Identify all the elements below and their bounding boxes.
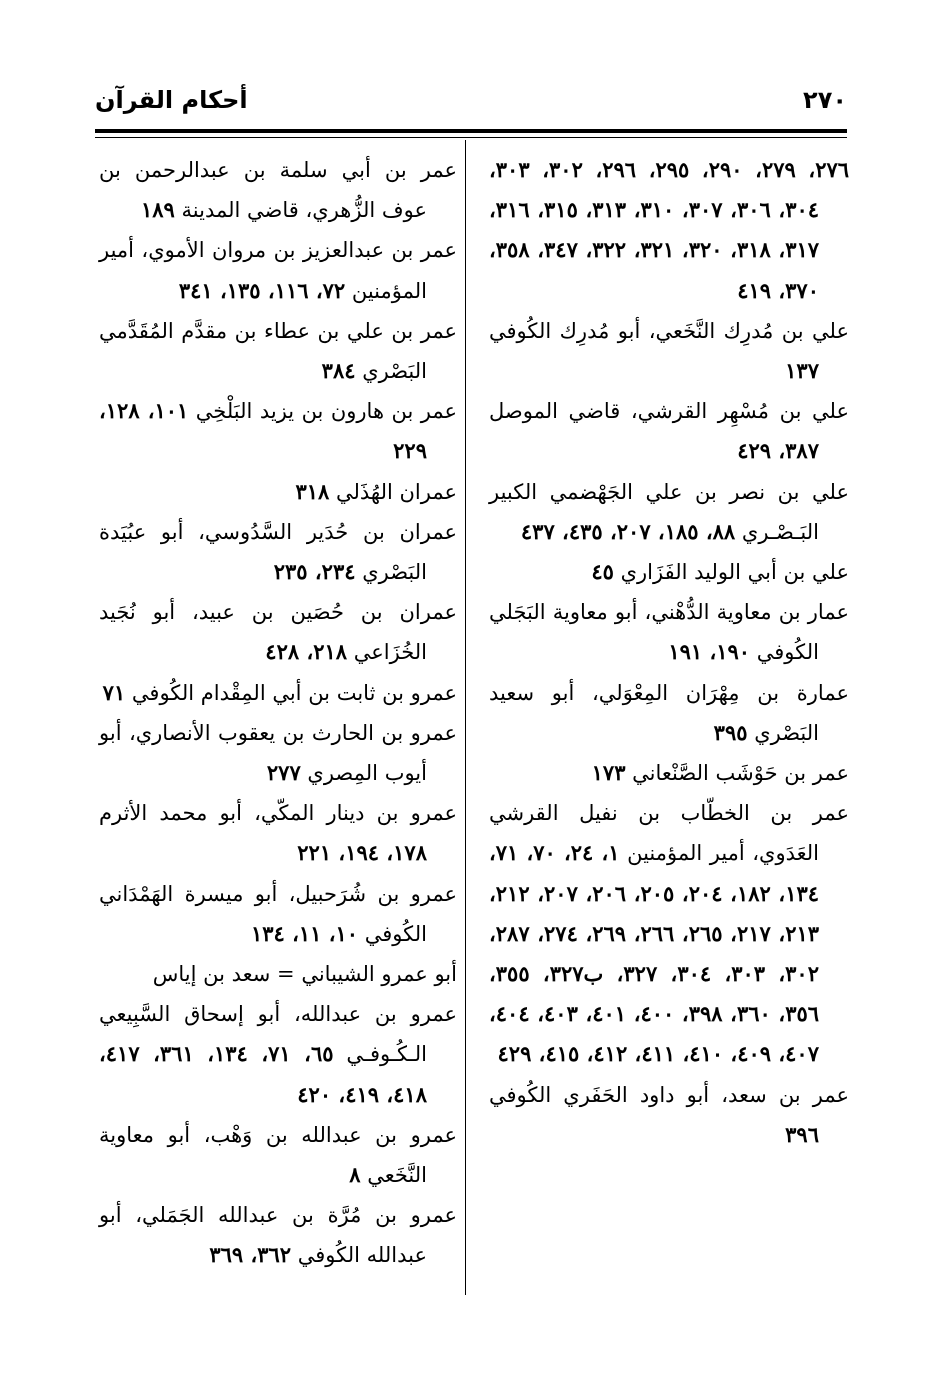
entry-page-refs: ١، ٢٤، ٧٠، ٧١، ١٣٤، ١٨٢، ٢٠٤، ٢٠٥، ٢٠٦، ٢٠٧، ٢١٢، ٢١٣، ٢١٧، ٢٦٥، ٢٦٦، ٢٦٩، ٢٧٤، ٢٨٧، ٣٠٢، ٣٠٣، ٣٠٤، ٣٢٧، ب٣٢٧، ٣٥٥، ٣٥٦، ٣٦٠، ٣٩٨، ٤٠٠، ٤٠١، ٤٠٣، ٤٠٤، ٤٠٧، ٤٠٩، ٤١٠، ٤١١، ٤١٢، ٤١٥، ٤٢٩ bbox=[489, 840, 820, 1067]
index-entry bbox=[99, 994, 457, 1115]
entry-page-refs: ٢٧٧ bbox=[266, 760, 301, 786]
index-entry bbox=[99, 673, 457, 713]
entry-page-refs: ٣٦٢، ٣٦٩ bbox=[209, 1242, 292, 1268]
entry-name: عمر بن هارون بن يزيد البَلْخِي bbox=[188, 399, 458, 424]
index-column-right bbox=[489, 150, 849, 1155]
entry-name: علي بن أبي الوليد الفَزَاري bbox=[613, 560, 849, 585]
index-entry bbox=[489, 673, 849, 753]
entry-name: عمر بن حَوْشَب الصَّنْعاني bbox=[625, 761, 849, 786]
index-entry bbox=[489, 311, 849, 391]
index-entry bbox=[99, 592, 457, 672]
entry-page-refs: ٧٢، ١١٦، ١٣٥، ٣٤١ bbox=[178, 277, 346, 303]
entry-name: عمار بن معاوية الدُّهْني، أبو معاوية البَجَلي الكُوفي bbox=[489, 600, 849, 665]
index-entry bbox=[489, 1075, 849, 1155]
entry-name: عمر بن علي بن عطاء بن مقدَّم المُقَدَّمي البَصْري bbox=[99, 318, 457, 384]
entry-name: عمران الهُذَلي bbox=[329, 479, 457, 504]
entry-page-refs: ١٧٣ bbox=[591, 760, 626, 786]
entry-page-refs: ٨ bbox=[349, 1162, 361, 1188]
entry-page-refs: ١٧٨، ١٩٤، ٢٢١ bbox=[297, 840, 427, 866]
entry-name: عمرو بن مُرَّة بن عبدالله الجَمَلي، أبو عبدالله الكُوفي bbox=[99, 1203, 457, 1268]
entry-page-refs: ١٩٠، ١٩١ bbox=[668, 639, 751, 665]
index-entry bbox=[99, 793, 457, 873]
index-entry bbox=[99, 954, 457, 994]
entry-page-refs: ٣٩٥ bbox=[713, 719, 748, 745]
index-entry bbox=[99, 874, 457, 954]
index-entry bbox=[489, 753, 849, 793]
entry-name: عمران بن حُصَين بن عبيد، أبو نُجَيد الخُزَاعي bbox=[99, 600, 457, 665]
index-entry bbox=[489, 472, 849, 552]
index-entry bbox=[489, 552, 849, 592]
entry-name: عمرو بن الحارث بن يعقوب الأنصاري، أبو أيوب المِصري bbox=[99, 720, 457, 786]
entry-name: عمرو بن عبدالله بن وَهْب، أبو معاوية النَّخَعي bbox=[99, 1122, 457, 1188]
index-column-left bbox=[99, 150, 457, 1276]
entry-page-refs: ٤٥ bbox=[591, 559, 614, 585]
index-entry bbox=[489, 592, 849, 672]
entry-page-refs: ٨٨، ١٨٥، ٢٠٧، ٤٣٥، ٤٣٧ bbox=[520, 518, 736, 544]
entry-page-refs: ٢٧٦، ٢٧٩، ٢٩٠، ٢٩٥، ٢٩٦، ٣٠٢، ٣٠٣، ٣٠٤، ٣٠٦، ٣٠٧، ٣١٠، ٣١٣، ٣١٥، ٣١٦، ٣١٧، ٣١٨، ٣٢٠، ٣٢١، ٣٢٢، ٣٤٧، ٣٥٨، ٣٧٠، ٤١٩ bbox=[489, 157, 850, 303]
entry-page-refs: ١٠، ١١، ١٣٤ bbox=[250, 920, 359, 946]
header-rule-thick bbox=[95, 129, 847, 133]
entry-page-refs: ١٣٧ bbox=[785, 358, 819, 384]
entry-name: عمرو بن عبدالله، أبو إسحاق السَّبِيعي الـكُـوفـي bbox=[99, 1002, 457, 1067]
entry-page-refs: ٢٣٤، ٢٣٥ bbox=[273, 559, 356, 585]
index-entry bbox=[99, 230, 457, 310]
entry-page-refs: ٢١٨، ٤٢٨ bbox=[265, 639, 348, 665]
index-entry bbox=[99, 472, 457, 512]
index-entry bbox=[99, 311, 457, 391]
entry-name: عمرو بن دينار المكّي، أبو محمد الأثرم bbox=[99, 801, 457, 826]
entry-page-refs: ٣٨٤ bbox=[321, 358, 356, 384]
entry-name: عمر بن الخطّاب بن نفيل القرشي العَدَوي، أمير المؤمنين bbox=[489, 801, 849, 866]
index-entry bbox=[99, 713, 457, 793]
book-title: أحكام القرآن bbox=[95, 86, 248, 114]
page-number: ٢٧٠ bbox=[803, 86, 847, 114]
column-divider bbox=[465, 140, 466, 1295]
index-entry bbox=[99, 512, 457, 592]
index-entry bbox=[489, 391, 849, 471]
entry-name: علي بن نصر بن علي الجَهْضمي الكبير البَـصْـري bbox=[489, 479, 849, 544]
entry-name: علي بن مُسْهِر القرشي، قاضي الموصل bbox=[489, 399, 849, 424]
running-head bbox=[95, 86, 847, 122]
header-rule-thin bbox=[95, 137, 847, 138]
entry-name: عمر بن أبي سلمة بن عبدالرحمن بن عوف الزُّهري، قاضي المدينة bbox=[99, 158, 457, 223]
entry-name: عمران بن حُدَير السَّدُوسي، أبو عبُيَدة البَصْري bbox=[99, 519, 457, 585]
entry-page-refs: ٣٨٧، ٤٢٩ bbox=[737, 438, 819, 464]
entry-page-refs: ٧١ bbox=[102, 679, 126, 705]
entry-name: عمرو بن ثابت بن أبي المِقْدام الكُوفي bbox=[125, 680, 457, 705]
index-entry bbox=[489, 150, 849, 311]
entry-name: عمارة بن مِهْرَان المِعْوَلي، أبو سعيد البَصْري bbox=[489, 680, 849, 745]
entry-name: علي بن مُدرِك النَّخَعي، أبو مُدرِك الكُوفي bbox=[489, 318, 849, 343]
index-entry bbox=[99, 150, 457, 230]
entry-name: أبو عمرو الشيباني = سعد بن إياس bbox=[152, 962, 457, 987]
entry-page-refs: ٦٥، ٧١، ١٣٤، ٣٦١، ٤١٧، ٤١٨، ٤١٩، ٤٢٠ bbox=[99, 1041, 427, 1107]
index-entry bbox=[489, 793, 849, 1074]
index-entry bbox=[99, 1115, 457, 1195]
entry-name: عمرو بن شُرَحبيل، أبو ميسرة الهَمْدَاني الكُوفي bbox=[99, 881, 457, 946]
entry-page-refs: ٣١٨ bbox=[295, 478, 330, 504]
index-entry bbox=[99, 391, 457, 471]
entry-page-refs: ١٨٩ bbox=[141, 197, 175, 223]
entry-name: عمر بن سعد، أبو داود الحَفَري الكُوفي bbox=[489, 1082, 849, 1107]
entry-page-refs: ٣٩٦ bbox=[785, 1121, 819, 1147]
index-entry bbox=[99, 1195, 457, 1275]
entry-name: عمر بن عبدالعزيز بن مروان الأموي، أمير المؤمنين bbox=[99, 238, 457, 303]
entry-page-refs: ١٠١، ١٢٨، ٢٢٩ bbox=[99, 398, 427, 464]
